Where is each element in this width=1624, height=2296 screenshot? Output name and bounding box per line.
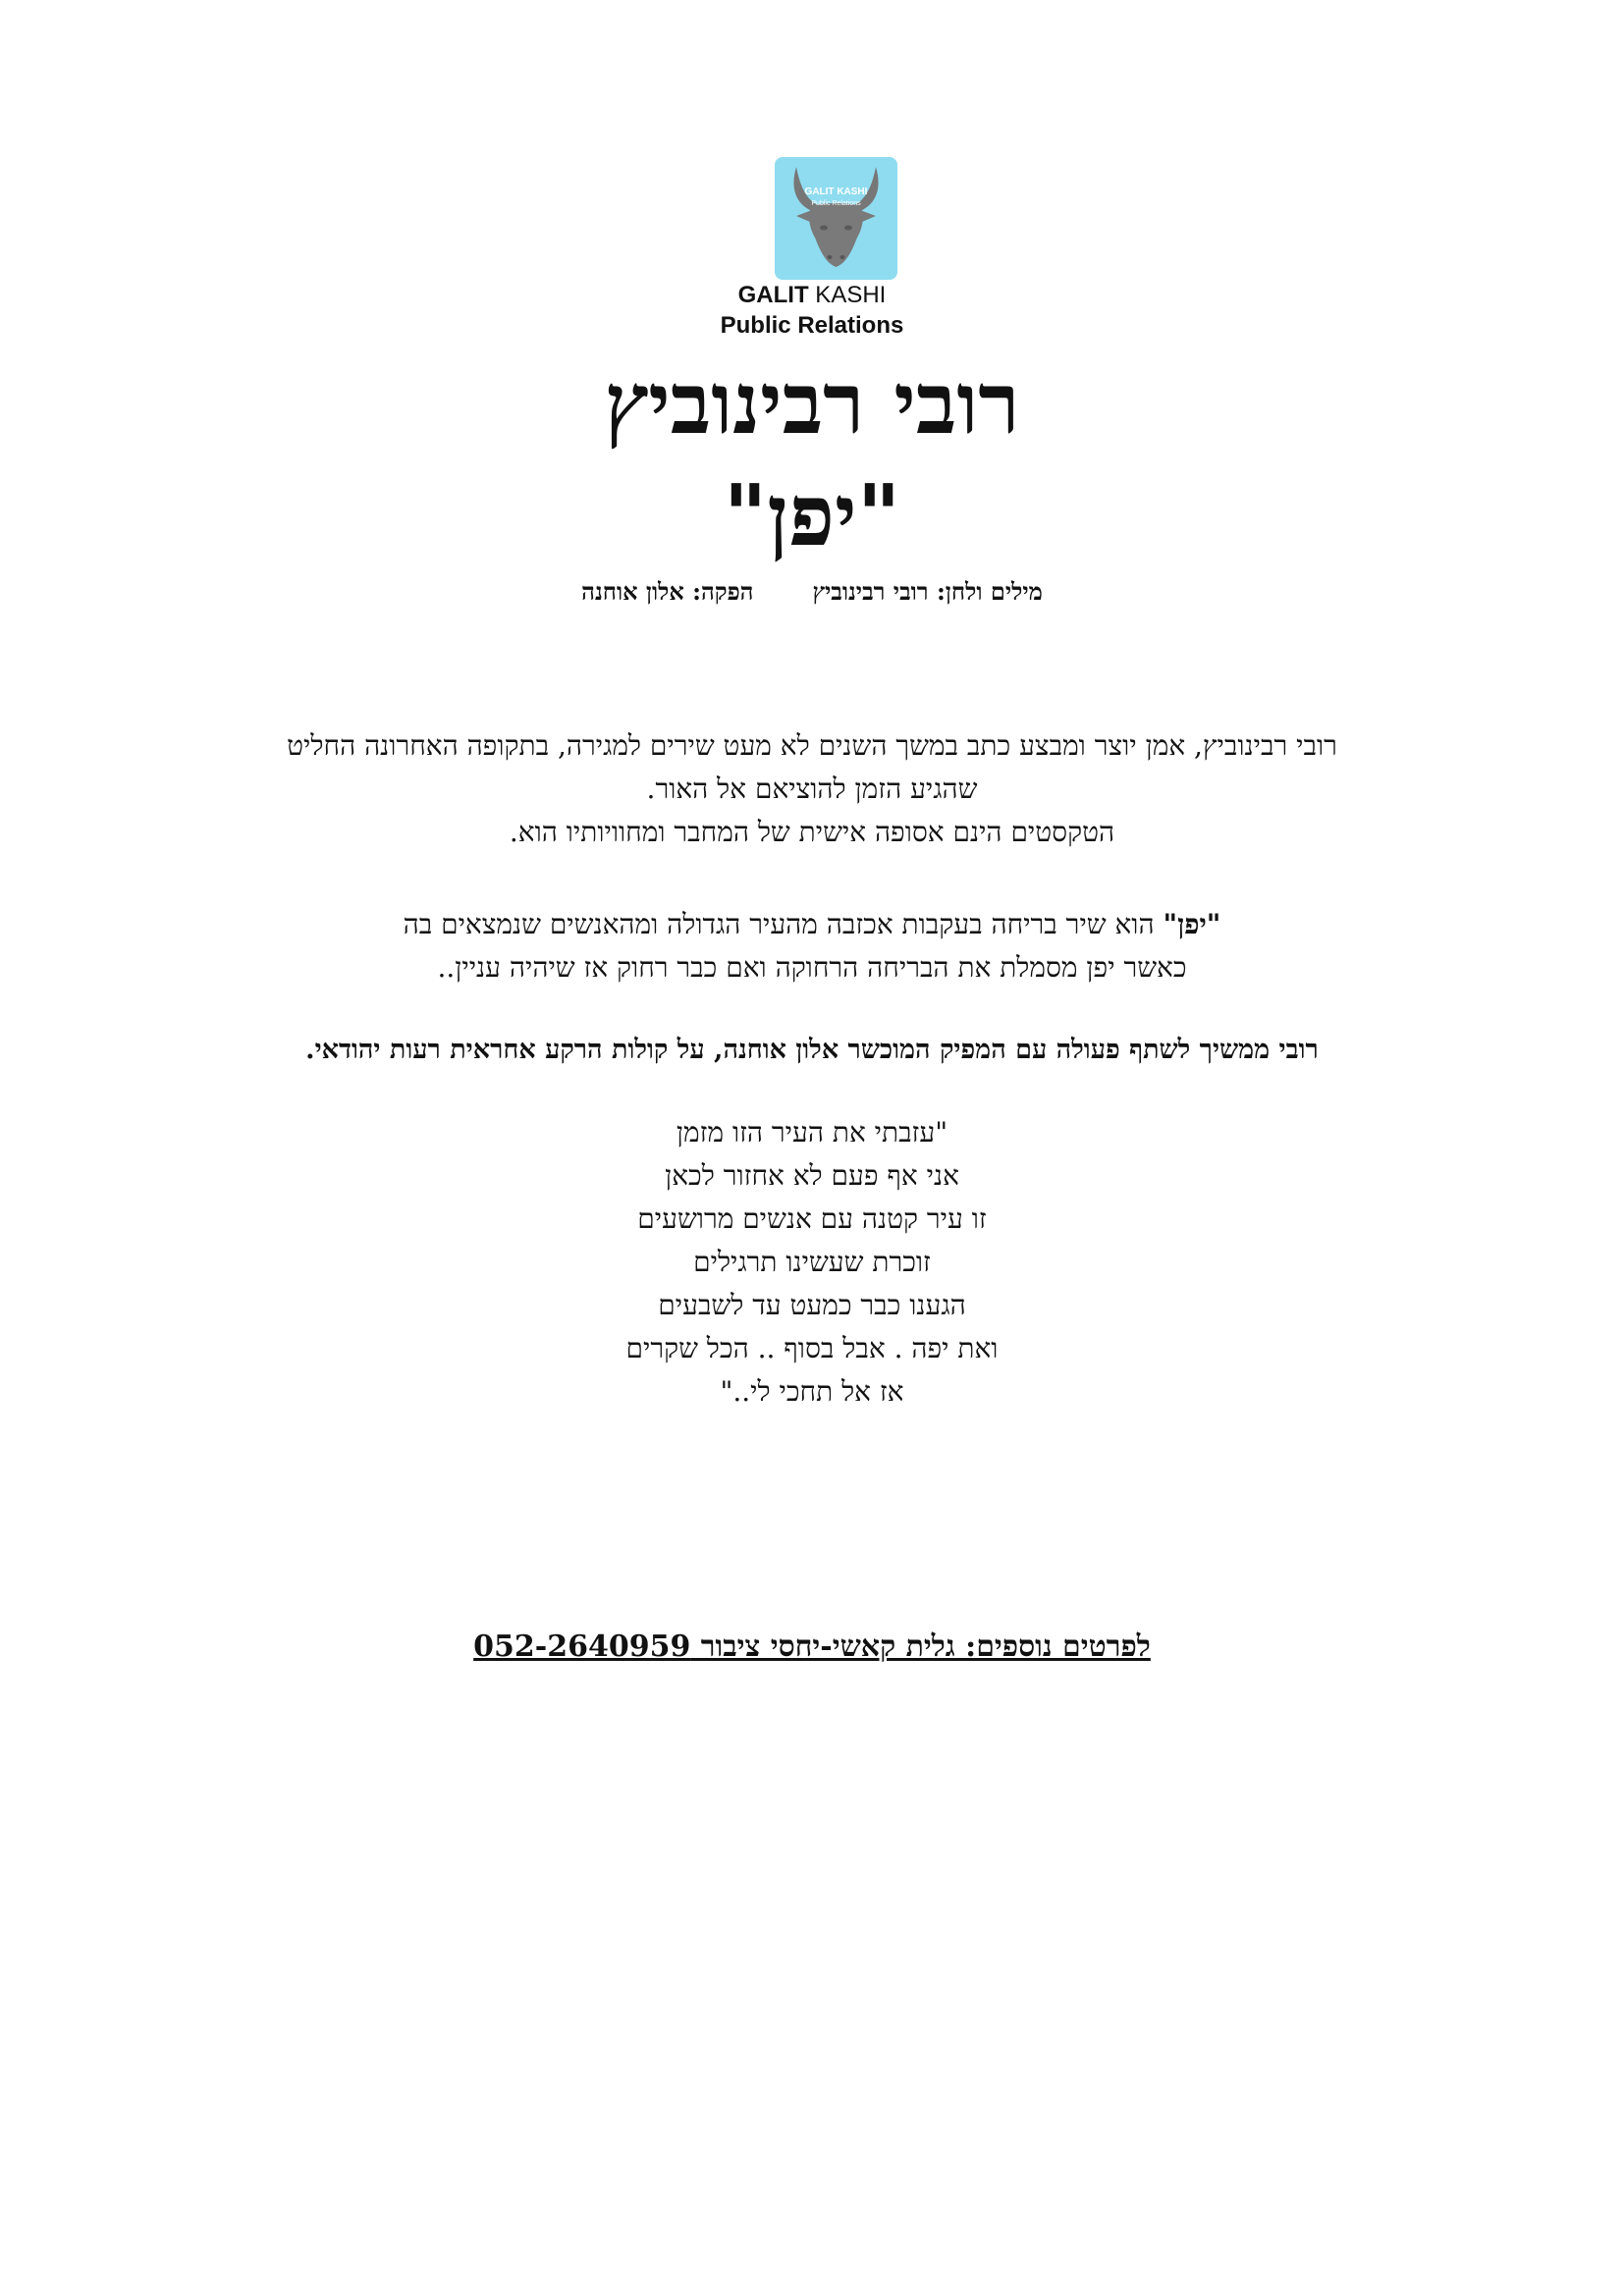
lyrics-line: זו עיר קטנה עם אנשים מרושעים: [637, 1202, 987, 1235]
lyrics-line: הגענו כבר כמעט עד לשבעים: [658, 1289, 966, 1321]
intro-paragraph: [147, 724, 1477, 854]
song-name-inline: "יפן": [1163, 908, 1221, 940]
brand-subtitle: Public Relations: [720, 312, 904, 339]
credits-production: הפקה: אלון אוחנה: [581, 577, 754, 606]
song-description-paragraph: [147, 903, 1477, 989]
song-title: "יפן": [723, 466, 901, 565]
collaboration-paragraph: רובי ממשיך לשתף פעולה עם המפיק המוכשר אלון אוחנה, על קולות הרקע אחראית רעות יהודאי.: [305, 1035, 1319, 1065]
contact-line: לפרטים נוספים: גלית קאשי-יחסי ציבור 052-2640959: [473, 1629, 1151, 1664]
lyrics-line: ואת יפה . אבל בסוף .. הכל שקרים: [625, 1332, 999, 1364]
artist-title: רובי רבינוביץ: [604, 354, 1020, 454]
brand-name: [0, 282, 1624, 309]
lyrics-block: [0, 1111, 1624, 1414]
credits-line: [0, 577, 1624, 607]
company-logo: [775, 157, 897, 280]
lyrics-line: אני אף פעם לא אחזור לכאן: [665, 1159, 959, 1192]
intro-line-3: הטקסטים הינם אסופה אישית של המחבר ומחוויותיו הוא.: [509, 816, 1115, 848]
lyrics-line: זוכרת שעשינו תרגילים: [693, 1246, 931, 1278]
song-description-line-2: כאשר יפן מסמלת את הבריחה הרחוקה ואם כבר רחוק אז שיהיה עניין..: [437, 951, 1187, 984]
brand-name-light: KASHI: [808, 282, 887, 308]
song-description-line-1-text: הוא שיר בריחה בעקבות אכזבה מהעיר הגדולה ומהאנשים שנמצאים בה: [403, 908, 1164, 940]
logo-inner-name: GALIT KASHI: [804, 187, 868, 197]
lyrics-line: "עזבתי את העיר הזו מזמן: [676, 1116, 948, 1148]
bull-head-icon: [775, 157, 897, 280]
brand-name-bold: GALIT: [737, 282, 809, 308]
intro-line-1: רובי רבינוביץ, אמן יוצר ומבצע כתב במשך השנים לא מעט שירים למגירה, בתקופה האחרונה החליט: [287, 729, 1337, 762]
intro-line-2: שהגיע הזמן להוציאם אל האור.: [646, 773, 978, 805]
logo-inner-subtitle: Public Relations: [811, 200, 861, 207]
song-description-line-1: [147, 903, 1477, 946]
credits-words-music: מילים ולחן: רובי רבינוביץ: [812, 577, 1043, 606]
lyrics-line: אז אל תחכי לי..": [720, 1375, 904, 1408]
